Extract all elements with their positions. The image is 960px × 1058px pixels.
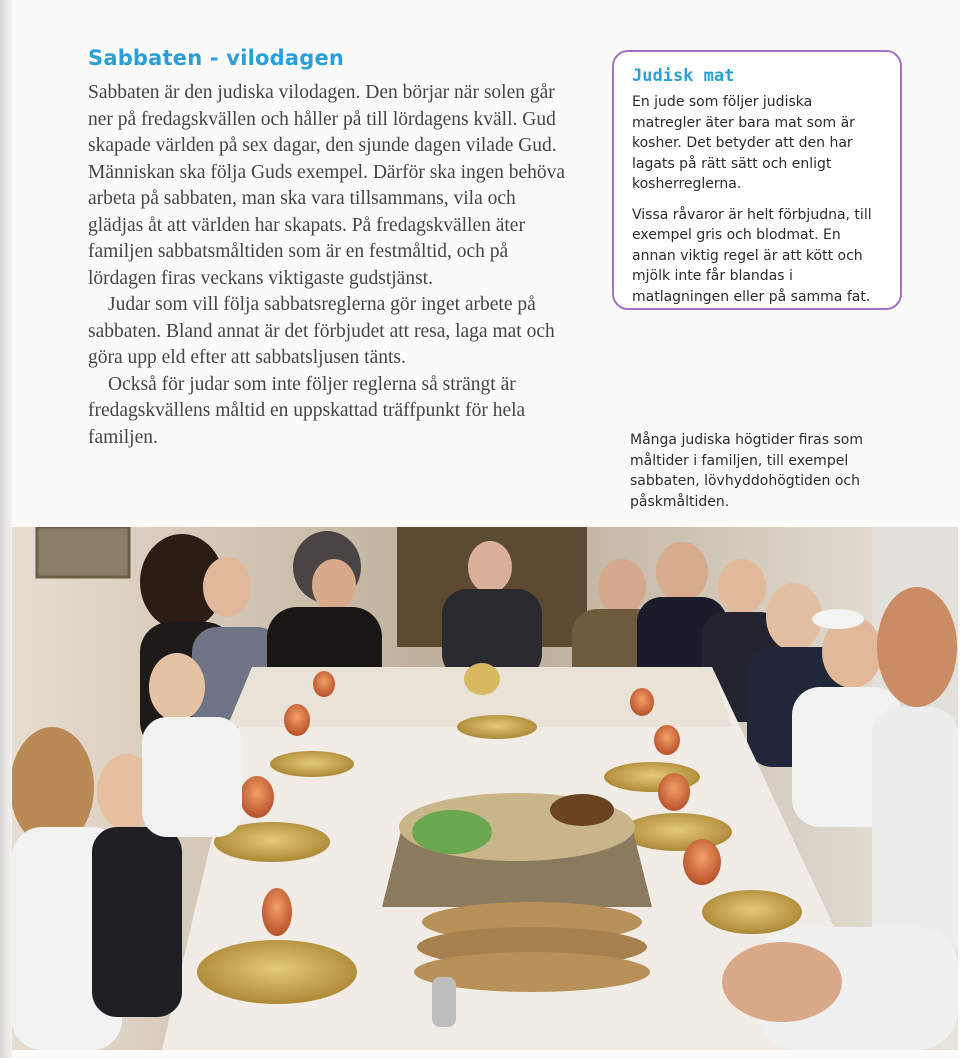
page-title: Sabbaten - vilodagen <box>88 46 345 70</box>
family-dinner-photo <box>12 527 958 1050</box>
info-box-paragraph-1: En jude som följer judiska matregler äter bara mat som är kosher. Det betyder att den har lagats på rätt sätt och enligt kosherreglerna. <box>632 94 855 192</box>
article-paragraph-1: Sabbaten är den judiska vilodagen. Den börjar när solen går ner på fredagskvällen och håller på till lördagens kväll. Gud skapade världen på sex dagar, den sjunde dagen vilade Gud. Människan ska följa Guds exempel. Därför ska ingen behöva arbeta på sabbaten, man ska vara tillsammans, vila och glädjas åt att världen har skapats. På fredagskvällen äter familjen sabbatsmåltiden som är en festmåltid, och på lördagen firas veckans viktigaste gudstjänst. <box>88 82 566 289</box>
article-paragraph-2: Judar som vill följa sabbatsreglerna gör inget arbete på sabbaten. Bland annat är det förbjudet att resa, laga mat och göra upp eld efter att sabbatsljusen tänts. <box>88 294 555 368</box>
photo-caption: Många judiska högtider firas som måltider i familjen, till exempel sabbaten, lövhyddohögtiden och påskmåltiden. <box>630 432 863 510</box>
page-gutter <box>0 0 12 1058</box>
info-box-title: Judisk mat <box>632 66 735 86</box>
article-paragraph-3: Också för judar som inte följer reglerna så strängt är fredagskvällens måltid en uppskattad träffpunkt för hela familjen. <box>88 373 526 448</box>
info-box-paragraph-2: Vissa råvaror är helt förbjudna, till exempel gris och blodmat. En annan viktig regel är att kött och mjölk inte får blandas i matlagningen eller på samma fat. <box>632 206 872 305</box>
info-box-judisk-mat <box>612 50 902 310</box>
article-body <box>88 80 568 451</box>
